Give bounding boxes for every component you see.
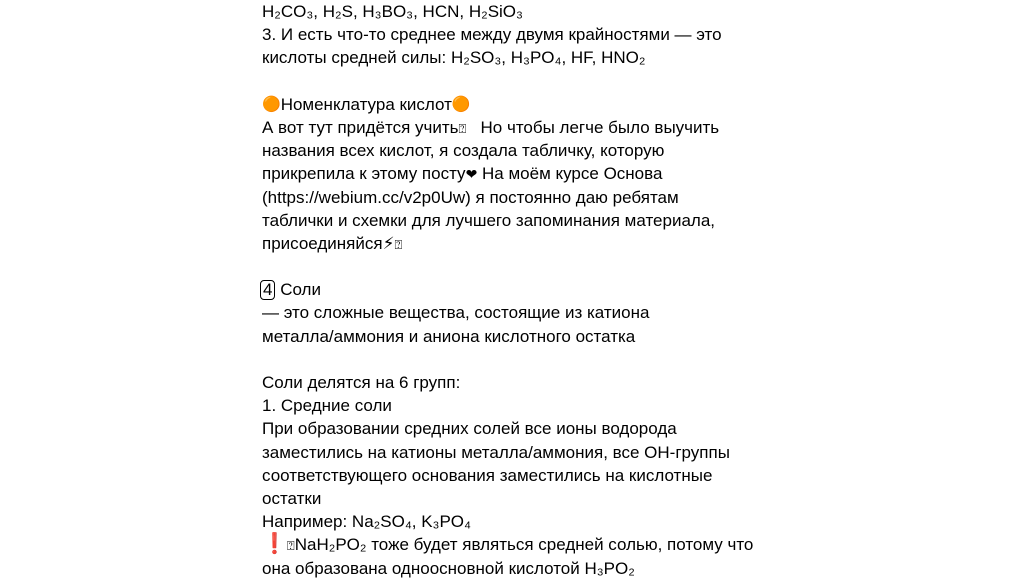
text-line: таблички и схемки для лучшего запоминания материала, — [262, 210, 715, 230]
missing-glyph-icon: ⍰ — [458, 121, 467, 137]
text-segment: На моём курсе Основа — [482, 164, 663, 184]
text-segment: NaH₂PO₂ тоже будет являться средней солью, потому что — [294, 535, 754, 555]
section-heading-salts — [262, 278, 822, 301]
document-body — [262, 0, 822, 580]
section-heading-nomenclature — [262, 93, 822, 116]
text-segment: присоединяйся — [262, 233, 383, 253]
text-line: Соли делятся на 6 групп: — [262, 373, 461, 392]
heading-text: Соли — [280, 280, 321, 300]
text-segment: Но чтобы легче было выучить — [480, 117, 720, 137]
heart-icon: ❤ — [465, 166, 478, 183]
text-line: H₂CO₃, H₂S, H₃BO₃, HCN, H₂SiO₃ — [262, 2, 523, 21]
stripe-bullet-icon: 🟠 — [451, 95, 471, 113]
exclamation-icon: ❗ — [262, 533, 287, 556]
text-line: заместились на катионы металла/аммония, все OH-группы — [262, 442, 730, 462]
text-line: Например: Na₂SO₄, K₃PO₄ — [262, 512, 471, 532]
text-segment: А вот тут придётся учить — [262, 117, 459, 137]
stripe-bullet-icon: 🟠 — [262, 95, 281, 113]
text-line — [262, 162, 822, 185]
text-line — [262, 116, 822, 139]
blank-line — [262, 70, 822, 93]
missing-glyph-icon: ⍰ — [394, 237, 403, 253]
text-line: — это сложные вещества, состоящие из катиона — [262, 303, 650, 323]
keycap-four-icon: 4 — [260, 280, 275, 300]
text-line: При образовании средних солей все ионы водорода — [262, 419, 677, 439]
missing-glyph-icon: ⍰ — [286, 539, 295, 555]
text-line: соответствующего основания заместились на кислотные — [262, 465, 713, 485]
text-line: металла/аммония и аниона кислотного остатка — [262, 326, 636, 346]
text-line — [262, 232, 822, 255]
text-line: она образована одноосновной кислотой H₃PO₂ — [262, 558, 635, 578]
text-line: 3. И есть что-то среднее между двумя крайностями — это — [262, 25, 722, 45]
lightning-icon: ⚡ — [382, 233, 395, 253]
heading-text: Номенклатура кислот — [280, 94, 452, 114]
text-line: 1. Средние соли — [262, 396, 392, 416]
blank-line — [262, 255, 822, 278]
text-segment: прикрепила к этому посту — [262, 164, 466, 184]
link-line: (https://webium.cc/v2p0Uw) я постоянно даю ребятам — [262, 187, 679, 207]
text-line — [262, 533, 822, 556]
text-line: названия всех кислот, я создала табличку, которую — [262, 141, 665, 161]
text-line: кислоты средней силы: H₂SO₃, H₃PO₄, HF, HNO₂ — [262, 48, 646, 68]
text-line: остатки — [262, 488, 322, 508]
blank-line — [262, 348, 822, 371]
